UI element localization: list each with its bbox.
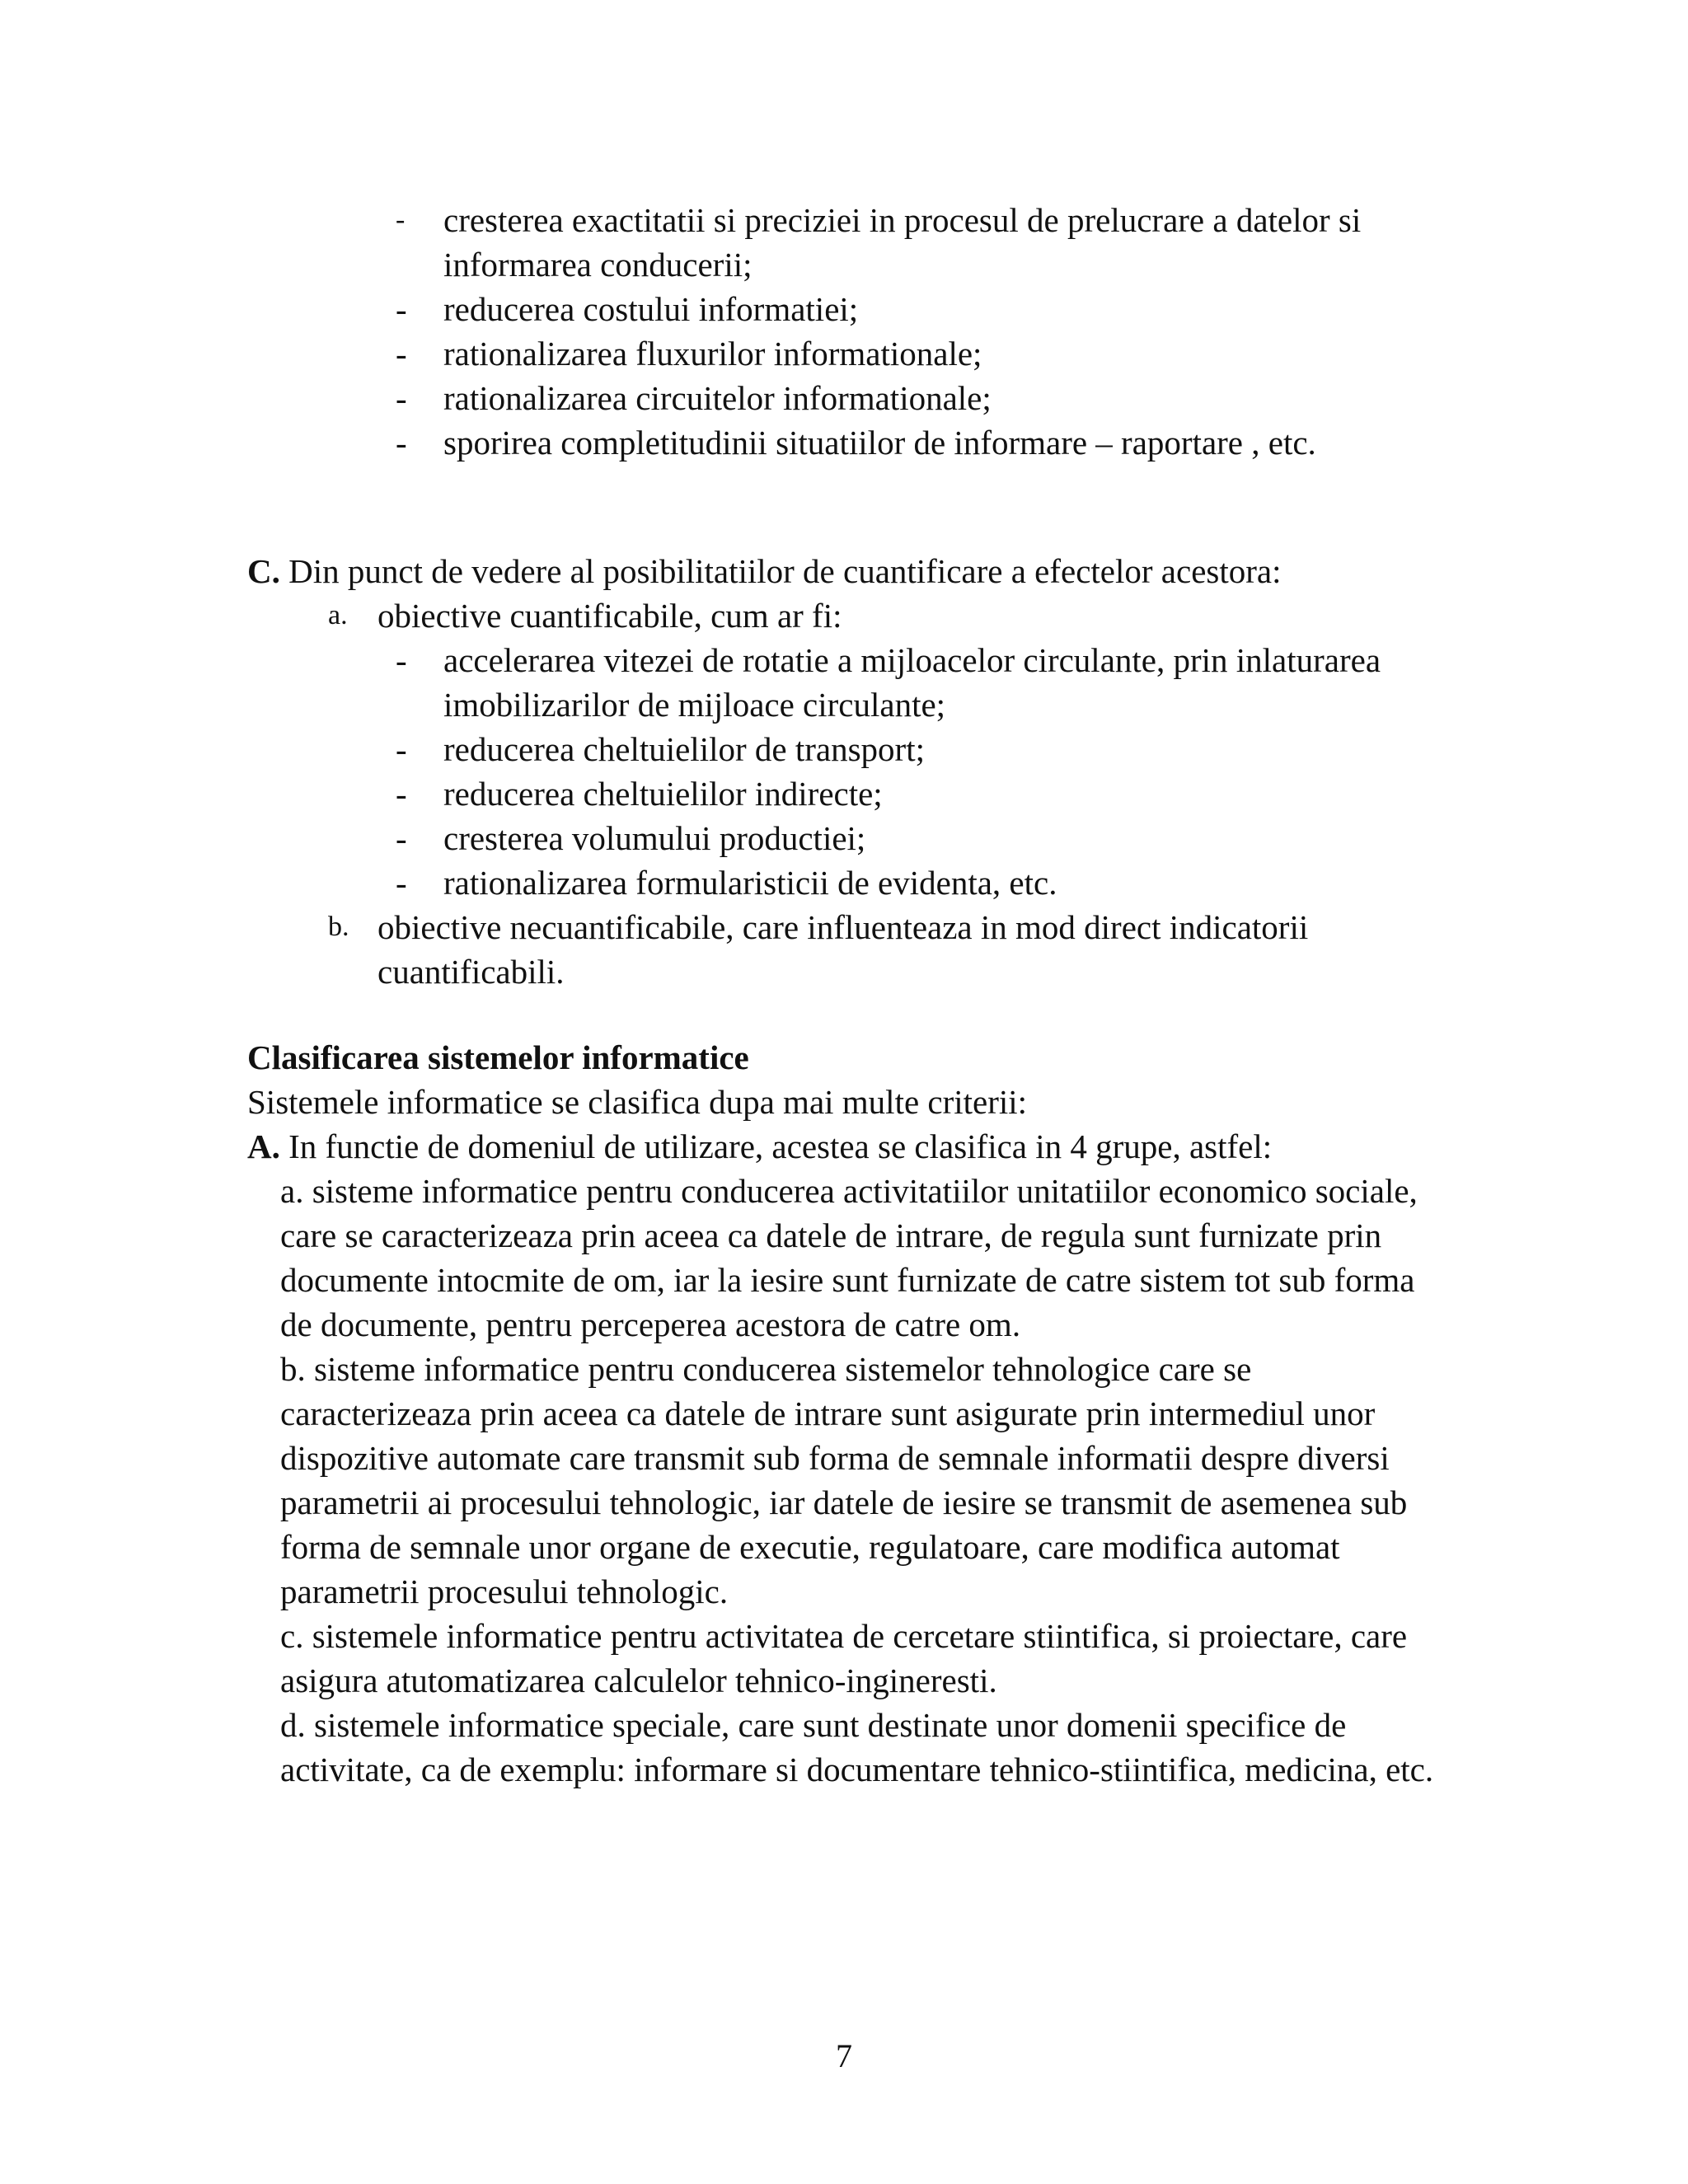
list-marker: - [396, 290, 407, 328]
list-item-text: reducerea cheltuielilor de transport; [443, 730, 925, 768]
classification-item-c: c. sistemele informatice pentru activitatea de cercetare stiintifica, si proiectare, care asigura atutomatizarea calculelor tehnico-ingineresti. [280, 1617, 1408, 1699]
section-c-item-b [0, 905, 1688, 994]
section-c [0, 549, 1688, 994]
list-item-text: obiective necuantificabile, care influenteaza in mod direct indicatorii cuantificabili. [377, 908, 1309, 991]
list-item-text: cresterea volumului productiei; [443, 819, 866, 857]
list-marker: - [396, 424, 407, 462]
list-item-text: obiective cuantificabile, cum ar fi: [377, 597, 842, 635]
list-item [0, 420, 1688, 465]
classification-item-a: a. sisteme informatice pentru conducerea activitatiilor unitatiilor economico sociale, care se caracterizeaza prin aceea ca datele de intrare, de regula sunt furnizate prin documente intocmite de om, iar la iesire sunt furnizate de catre sistem tot sub forma de documente, pentru perceperea acestora de catre om. [280, 1172, 1418, 1343]
list-item [0, 287, 1688, 331]
section-a-text: In functie de domeniul de utilizare, acestea se clasifica in 4 grupe, astfel: [288, 1127, 1273, 1165]
list-item-text: sporirea completitudinii situatiilor de informare – raportare , etc. [443, 424, 1316, 462]
list-marker: - [396, 775, 407, 813]
list-item [0, 816, 1688, 860]
list-item-text: reducerea costului informatiei; [443, 290, 859, 328]
section-a-label: A. [247, 1127, 280, 1165]
classification-item-b: b. sisteme informatice pentru conducerea sistemelor tehnologice care se caracterizeaza prin aceea ca datele de intrare sunt asigurate prin intermediul unor dispozitive automate care transmit sub forma de semnale informatii despre diversi parametrii ai procesului tehnologic, iar datele de iesire se transmit de asemenea sub forma de semnale unor organe de executie, regulatoare, care modifica automat parametrii procesului tehnologic. [280, 1350, 1408, 1610]
list-marker: - [396, 641, 407, 679]
section-c-heading [0, 549, 1688, 593]
list-item [0, 638, 1688, 727]
section-c-text: Din punct de vedere al posibilitatiilor de cuantificare a efectelor acestora: [288, 552, 1282, 590]
section-c-label: C. [247, 552, 280, 590]
list-item-text: rationalizarea fluxurilor informationale; [443, 335, 982, 373]
section-heading: Clasificarea sistemelor informatice [247, 1038, 749, 1076]
list-marker: b. [328, 912, 349, 942]
list-marker: - [396, 864, 407, 902]
list-marker: - [396, 730, 407, 768]
list-item-text: cresterea exactitatii si preciziei in procesul de prelucrare a datelor si informarea conducerii; [443, 201, 1362, 284]
list-marker: - [396, 819, 407, 857]
section-c-item-a [0, 593, 1688, 638]
classification-item-d: d. sistemele informatice speciale, care sunt destinate unor domenii specifice de activitate, ca de exemplu: informare si documentare tehnico-stiintifica, medicina, etc. [280, 1706, 1434, 1788]
list-item-text: rationalizarea circuitelor informationale; [443, 379, 992, 417]
top-dash-list [0, 198, 1688, 465]
list-item [0, 331, 1688, 376]
list-item-text: rationalizarea formularisticii de evidenta, etc. [443, 864, 1057, 902]
list-marker: - [396, 379, 407, 417]
list-item [0, 198, 1688, 287]
classification-intro: Sistemele informatice se clasifica dupa mai multe criterii: [247, 1083, 1028, 1121]
list-item [0, 860, 1688, 905]
classification-section [0, 1035, 1688, 1792]
list-item-text: accelerarea vitezei de rotatie a mijloacelor circulante, prin inlaturarea imobilizarilor de mijloace circulante; [443, 641, 1381, 724]
list-item-text: reducerea cheltuielilor indirecte; [443, 775, 883, 813]
list-item [0, 376, 1688, 420]
list-item [0, 771, 1688, 816]
list-marker: - [396, 204, 406, 235]
section-a-heading [0, 1124, 1688, 1169]
list-item [0, 727, 1688, 771]
page-number: 7 [836, 2037, 852, 2074]
list-marker: a. [328, 600, 348, 630]
list-marker: - [396, 335, 407, 373]
